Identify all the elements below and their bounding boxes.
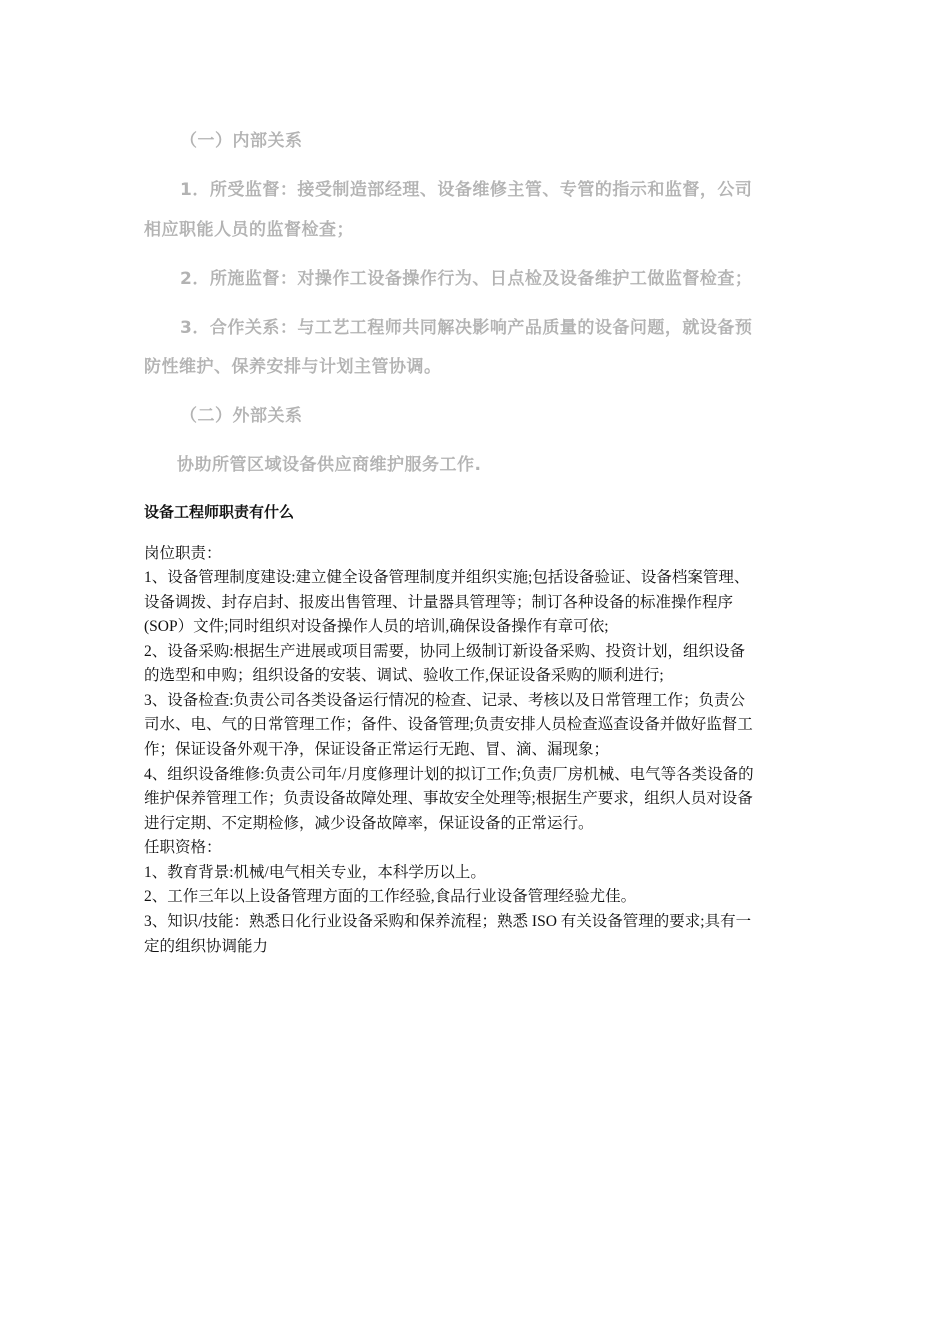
cooperation-line-1: 3．合作关系：与工艺工程师共同解决影响产品质量的设备问题，就设备预 bbox=[180, 318, 753, 338]
duty-line: 作；保证设备外观干净，保证设备正常运行无跑、冒、滴、漏现象； bbox=[144, 741, 610, 758]
qualification-line: 3、知识/技能：熟悉日化行业设备采购和保养流程；熟悉 ISO 有关设备管理的要求;具有一 bbox=[144, 913, 752, 930]
duty-line: 司水、电、气的日常管理工作；备件、设备管理;负责安排人员检查巡查设备并做好监督工 bbox=[144, 716, 753, 733]
duty-line: 2、设备采购:根据生产进展或项目需要，协同上级制订新设备采购、投资计划，组织设备 bbox=[144, 643, 746, 660]
supervision-exercised-line: 2．所施监督：对操作工设备操作行为、日点检及设备维护工做监督检查； bbox=[180, 269, 753, 289]
duty-line: 设备调拨、封存启封、报废出售管理、计量器具管理等；制订各种设备的标准操作程序 bbox=[144, 594, 734, 611]
section-title: 设备工程师职责有什么 bbox=[144, 503, 295, 521]
supervision-received-line-1: 1．所受监督：接受制造部经理、设备维修主管、专管的指示和监督，公司 bbox=[180, 180, 753, 200]
duty-line: 进行定期、不定期检修，减少设备故障率，保证设备的正常运行。 bbox=[144, 815, 594, 832]
duty-line: 1、设备管理制度建设:建立健全设备管理制度并组织实施;包括设备验证、设备档案管理、 bbox=[144, 569, 750, 586]
qualification-line: 1、教育背景:机械/电气相关专业，本科学历以上。 bbox=[144, 864, 486, 881]
qualifications-label: 任职资格： bbox=[144, 839, 222, 856]
supervision-received-line-2: 相应职能人员的监督检查； bbox=[144, 220, 354, 240]
internal-relations-heading: （一）内部关系 bbox=[180, 131, 303, 151]
external-relations-text: 协助所管区域设备供应商维护服务工作. bbox=[177, 455, 482, 475]
qualification-line: 2、工作三年以上设备管理方面的工作经验,食品行业设备管理经验尤佳。 bbox=[144, 888, 637, 905]
duty-line: (SOP）文件;同时组织对设备操作人员的培训,确保设备操作有章可依; bbox=[144, 618, 609, 635]
duty-line: 的选型和申购；组织设备的安装、调试、验收工作,保证设备采购的顺利进行; bbox=[144, 667, 664, 684]
qualification-line: 定的组织协调能力 bbox=[144, 938, 269, 955]
duty-line: 维护保养管理工作；负责设备故障处理、事故安全处理等;根据生产要求，组织人员对设备 bbox=[144, 790, 753, 807]
duty-line: 3、设备检查:负责公司各类设备运行情况的检查、记录、考核以及日常管理工作；负责公 bbox=[144, 692, 746, 709]
duty-line: 4、组织设备维修:负责公司年/月度修理计划的拟订工作;负责厂房机械、电气等各类设备的 bbox=[144, 766, 754, 783]
external-relations-heading: （二）外部关系 bbox=[180, 406, 303, 426]
duties-label: 岗位职责： bbox=[144, 545, 222, 562]
cooperation-line-2: 防性维护、保养安排与计划主管协调。 bbox=[144, 357, 442, 377]
